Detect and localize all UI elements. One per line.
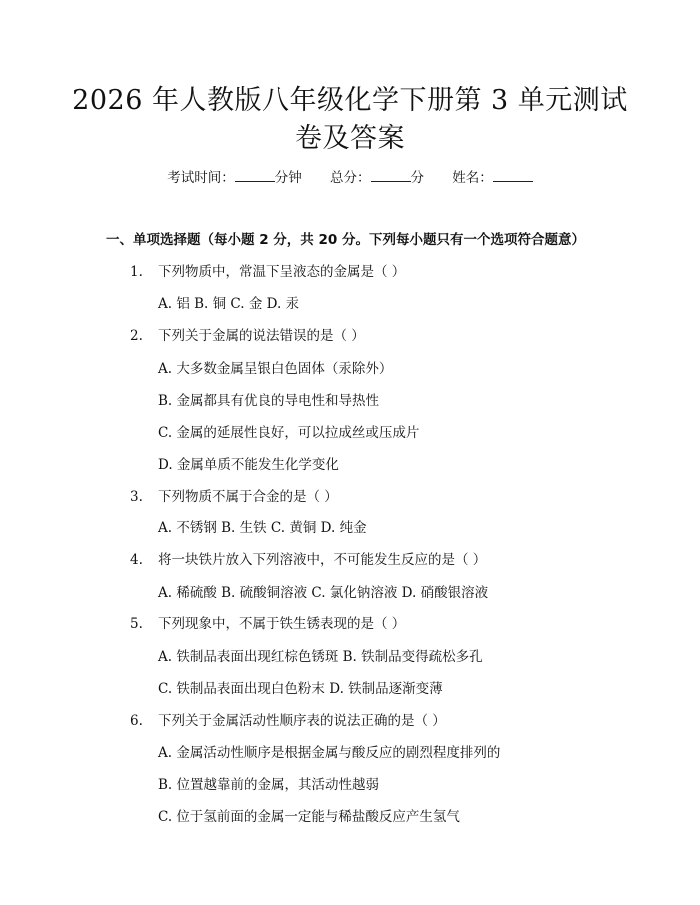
score-blank	[371, 167, 411, 182]
question-2	[130, 324, 365, 344]
question-text: 下列物质中，常温下呈液态的金属是（ ）	[158, 264, 406, 280]
name-label: 姓名：	[452, 170, 493, 186]
question-1	[130, 260, 405, 280]
time-label: 考试时间：	[167, 170, 235, 186]
section-heading: 一、单项选择题（每小题 2 分，共 20 分。下列每小题只有一个选项符合题意）	[106, 232, 585, 248]
question-4-options: A. 稀硫酸 B. 硫酸铜溶液 C. 氯化钠溶液 D. 硝酸银溶液	[158, 585, 489, 601]
time-unit: 分钟	[274, 170, 302, 186]
question-3-options: A. 不锈钢 B. 生铁 C. 黄铜 D. 纯金	[158, 520, 367, 536]
question-6-option-a: A. 金属活动性顺序是根据金属与酸反应的剧烈程度排列的	[158, 745, 501, 761]
score-label: 总分：	[330, 170, 371, 186]
time-blank	[235, 167, 275, 182]
student-name	[452, 167, 533, 188]
total-score	[330, 167, 424, 188]
doc-title-line1: 2026 年人教版八年级化学下册第 3 单元测试	[72, 85, 628, 116]
question-text: 下列关于金属的说法错误的是（ ）	[158, 328, 365, 344]
question-2-option-b: B. 金属都具有优良的导电性和导热性	[158, 393, 380, 409]
exam-meta	[0, 167, 700, 188]
doc-title-line2: 卷及答案	[295, 123, 405, 154]
question-6	[130, 709, 446, 729]
question-text: 将一块铁片放入下列溶液中，不可能发生反应的是（ ）	[158, 552, 487, 568]
question-text: 下列现象中，不属于铁生锈表现的是（ ）	[158, 616, 406, 632]
name-blank	[493, 167, 533, 182]
question-5	[130, 612, 405, 632]
question-1-options: A. 铝 B. 铜 C. 金 D. 汞	[158, 296, 300, 312]
question-2-option-a: A. 大多数金属呈银白色固体（汞除外）	[158, 361, 393, 377]
question-6-option-c: C. 位于氢前面的金属一定能与稀盐酸反应产生氢气	[158, 809, 460, 825]
question-number: 6.	[130, 713, 143, 729]
question-3	[130, 485, 338, 505]
question-number: 3.	[130, 489, 143, 505]
score-unit: 分	[410, 170, 424, 186]
question-text: 下列关于金属活动性顺序表的说法正确的是（ ）	[158, 713, 446, 729]
question-number: 5.	[130, 616, 143, 632]
question-2-option-d: D. 金属单质不能发生化学变化	[158, 457, 339, 473]
question-number: 4.	[130, 552, 143, 568]
question-5-options-cd: C. 铁制品表面出现白色粉末 D. 铁制品逐渐变薄	[158, 681, 443, 697]
question-text: 下列物质不属于合金的是（ ）	[158, 489, 338, 505]
question-number: 2.	[130, 328, 143, 344]
question-number: 1.	[130, 264, 143, 280]
exam-time	[167, 167, 302, 188]
question-4	[130, 548, 486, 568]
question-6-option-b: B. 位置越靠前的金属，其活动性越弱	[158, 777, 380, 793]
question-2-option-c: C. 金属的延展性良好，可以拉成丝或压成片	[158, 425, 420, 441]
question-5-options-ab: A. 铁制品表面出现红棕色锈斑 B. 铁制品变得疏松多孔	[158, 649, 483, 665]
